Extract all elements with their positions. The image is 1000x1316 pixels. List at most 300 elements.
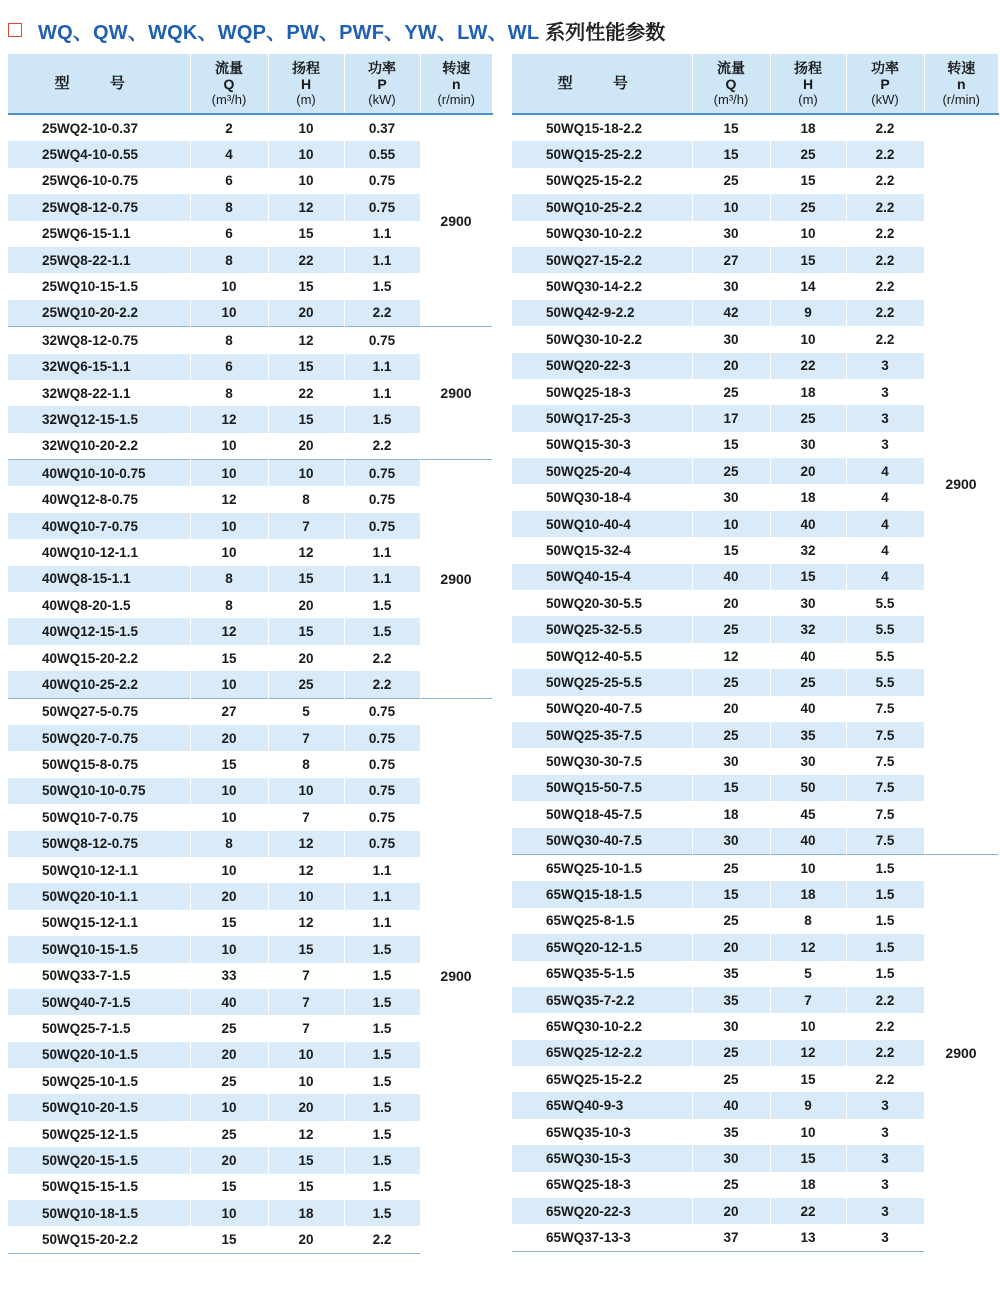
- flow-cell: 2: [190, 114, 268, 141]
- table-row: [8, 354, 492, 380]
- model-cell: 50WQ25-35-7.5: [512, 722, 692, 748]
- header-model: 型 号: [512, 54, 692, 114]
- flow-cell: 10: [692, 511, 770, 537]
- model-cell: 50WQ20-15-1.5: [8, 1147, 190, 1173]
- head-cell: 32: [770, 537, 846, 563]
- model-cell: 50WQ20-10-1.1: [8, 883, 190, 909]
- flow-cell: 10: [190, 857, 268, 883]
- model-cell: 50WQ15-20-2.2: [8, 1226, 190, 1253]
- head-cell: 12: [770, 934, 846, 960]
- model-cell: 50WQ40-7-1.5: [8, 989, 190, 1015]
- table-row: [8, 857, 492, 883]
- head-cell: 7: [268, 725, 344, 751]
- power-cell: 0.75: [344, 725, 420, 751]
- head-cell: 8: [268, 486, 344, 512]
- table-row: [8, 300, 492, 327]
- power-cell: 1.5: [344, 1068, 420, 1094]
- model-cell: 65WQ30-10-2.2: [512, 1013, 692, 1039]
- model-cell: 40WQ12-15-1.5: [8, 618, 190, 644]
- model-cell: 50WQ10-7-0.75: [8, 804, 190, 830]
- flow-cell: 8: [190, 380, 268, 406]
- head-cell: 10: [770, 854, 846, 881]
- table-row: [8, 221, 492, 247]
- model-cell: 50WQ42-9-2.2: [512, 300, 692, 326]
- table-header: [512, 54, 998, 114]
- head-cell: 10: [268, 114, 344, 141]
- model-cell: 32WQ12-15-1.5: [8, 406, 190, 432]
- flow-cell: 12: [190, 618, 268, 644]
- flow-cell: 15: [190, 1174, 268, 1200]
- power-cell: 1.1: [344, 910, 420, 936]
- flow-cell: 10: [190, 460, 268, 487]
- model-cell: 32WQ6-15-1.1: [8, 354, 190, 380]
- head-cell: 15: [268, 618, 344, 644]
- table-row: [8, 194, 492, 220]
- power-cell: 0.75: [344, 778, 420, 804]
- model-cell: 50WQ15-50-7.5: [512, 775, 692, 801]
- table-row: [8, 963, 492, 989]
- power-cell: 1.5: [344, 1042, 420, 1068]
- head-cell: 30: [770, 432, 846, 458]
- head-cell: 10: [268, 168, 344, 194]
- power-cell: 3: [846, 1172, 924, 1198]
- flow-cell: 15: [692, 432, 770, 458]
- power-cell: 0.75: [344, 168, 420, 194]
- flow-cell: 15: [190, 645, 268, 671]
- flow-cell: 25: [692, 1040, 770, 1066]
- model-cell: 50WQ20-30-5.5: [512, 590, 692, 616]
- power-cell: 1.5: [846, 934, 924, 960]
- header-power: 功率 P (kW): [846, 54, 924, 114]
- table-row: [8, 380, 492, 406]
- power-cell: 1.1: [344, 221, 420, 247]
- model-cell: 50WQ10-18-1.5: [8, 1200, 190, 1226]
- flow-cell: 10: [692, 194, 770, 220]
- head-cell: 8: [268, 751, 344, 777]
- flow-cell: 20: [190, 1147, 268, 1173]
- table-row: [8, 114, 492, 141]
- model-cell: 65WQ20-12-1.5: [512, 934, 692, 960]
- model-cell: 65WQ35-5-1.5: [512, 961, 692, 987]
- flow-cell: 25: [692, 458, 770, 484]
- model-cell: 50WQ18-45-7.5: [512, 801, 692, 827]
- flow-cell: 27: [190, 698, 268, 725]
- flow-cell: 30: [692, 1013, 770, 1039]
- flow-cell: 25: [692, 854, 770, 881]
- table-row: [8, 989, 492, 1015]
- power-cell: 2.2: [846, 1013, 924, 1039]
- power-cell: 4: [846, 537, 924, 563]
- flow-cell: 35: [692, 1119, 770, 1145]
- power-cell: 2.2: [846, 247, 924, 273]
- head-cell: 10: [770, 1013, 846, 1039]
- flow-cell: 10: [190, 300, 268, 327]
- model-cell: 25WQ6-15-1.1: [8, 221, 190, 247]
- table-row: [8, 751, 492, 777]
- model-cell: 65WQ37-13-3: [512, 1224, 692, 1251]
- model-cell: 65WQ25-10-1.5: [512, 854, 692, 881]
- flow-cell: 30: [692, 221, 770, 247]
- flow-cell: 10: [190, 1200, 268, 1226]
- flow-cell: 42: [692, 300, 770, 326]
- flow-cell: 12: [190, 406, 268, 432]
- head-cell: 10: [770, 326, 846, 352]
- power-cell: 0.75: [344, 698, 420, 725]
- table-row: [8, 645, 492, 671]
- model-cell: 50WQ30-30-7.5: [512, 748, 692, 774]
- flow-cell: 35: [692, 961, 770, 987]
- head-cell: 20: [268, 300, 344, 327]
- head-cell: 32: [770, 616, 846, 642]
- table-row: [8, 936, 492, 962]
- head-cell: 7: [268, 513, 344, 539]
- model-cell: 50WQ20-40-7.5: [512, 696, 692, 722]
- table-row: [8, 698, 492, 725]
- power-cell: 5.5: [846, 669, 924, 695]
- flow-cell: 10: [190, 1094, 268, 1120]
- power-cell: 1.5: [344, 592, 420, 618]
- flow-cell: 8: [190, 592, 268, 618]
- flow-cell: 15: [190, 751, 268, 777]
- power-cell: 2.2: [344, 300, 420, 327]
- model-cell: 50WQ30-14-2.2: [512, 273, 692, 299]
- table-row: [8, 910, 492, 936]
- power-cell: 4: [846, 458, 924, 484]
- power-cell: 2.2: [846, 141, 924, 167]
- model-cell: 50WQ20-10-1.5: [8, 1042, 190, 1068]
- model-cell: 65WQ30-15-3: [512, 1145, 692, 1171]
- head-cell: 22: [770, 1198, 846, 1224]
- model-cell: 50WQ10-25-2.2: [512, 194, 692, 220]
- model-cell: 50WQ30-18-4: [512, 484, 692, 510]
- model-cell: 32WQ8-12-0.75: [8, 327, 190, 354]
- table-row: [8, 247, 492, 273]
- model-cell: 50WQ27-15-2.2: [512, 247, 692, 273]
- table-row: [8, 406, 492, 432]
- model-cell: 25WQ10-15-1.5: [8, 273, 190, 299]
- power-cell: 2.2: [846, 1066, 924, 1092]
- header-speed: 转速 n (r/min): [924, 54, 998, 114]
- flow-cell: 12: [190, 486, 268, 512]
- table-row: [8, 1121, 492, 1147]
- head-cell: 18: [770, 1172, 846, 1198]
- head-cell: 15: [268, 566, 344, 592]
- model-cell: 50WQ25-10-1.5: [8, 1068, 190, 1094]
- power-cell: 7.5: [846, 801, 924, 827]
- performance-table-left: [8, 54, 493, 1254]
- flow-cell: 15: [692, 114, 770, 141]
- head-cell: 12: [770, 1040, 846, 1066]
- power-cell: 3: [846, 1145, 924, 1171]
- head-cell: 20: [268, 1226, 344, 1253]
- power-cell: 2.2: [846, 168, 924, 194]
- head-cell: 25: [770, 405, 846, 431]
- power-cell: 1.5: [344, 1094, 420, 1120]
- table-row: [8, 513, 492, 539]
- power-cell: 2.2: [846, 273, 924, 299]
- flow-cell: 18: [692, 801, 770, 827]
- speed-cell: 2900: [924, 114, 998, 854]
- head-cell: 25: [770, 194, 846, 220]
- flow-cell: 40: [190, 989, 268, 1015]
- flow-cell: 30: [692, 326, 770, 352]
- model-cell: 40WQ10-10-0.75: [8, 460, 190, 487]
- flow-cell: 10: [190, 671, 268, 698]
- table-row: [8, 141, 492, 167]
- power-cell: 2.2: [846, 194, 924, 220]
- performance-table-right: [512, 54, 999, 1252]
- header-head: 扬程 H (m): [770, 54, 846, 114]
- table-row: [8, 1094, 492, 1120]
- table-row: [512, 114, 998, 141]
- head-cell: 12: [268, 1121, 344, 1147]
- table-row: [8, 273, 492, 299]
- power-cell: 0.75: [344, 327, 420, 354]
- power-cell: 2.2: [344, 433, 420, 460]
- speed-cell: 2900: [420, 698, 492, 1253]
- flow-cell: 35: [692, 987, 770, 1013]
- model-cell: 50WQ33-7-1.5: [8, 963, 190, 989]
- model-cell: 65WQ25-12-2.2: [512, 1040, 692, 1066]
- power-cell: 0.75: [344, 513, 420, 539]
- head-cell: 5: [770, 961, 846, 987]
- model-cell: 50WQ15-15-1.5: [8, 1174, 190, 1200]
- power-cell: 5.5: [846, 616, 924, 642]
- header-flow: 流量 Q (m³/h): [692, 54, 770, 114]
- head-cell: 10: [268, 1042, 344, 1068]
- table-row: [8, 831, 492, 857]
- flow-cell: 25: [692, 1172, 770, 1198]
- flow-cell: 20: [692, 934, 770, 960]
- model-cell: 50WQ25-25-5.5: [512, 669, 692, 695]
- model-cell: 50WQ25-18-3: [512, 379, 692, 405]
- head-cell: 35: [770, 722, 846, 748]
- flow-cell: 10: [190, 273, 268, 299]
- table-row: [8, 486, 492, 512]
- head-cell: 20: [268, 645, 344, 671]
- power-cell: 1.5: [344, 1174, 420, 1200]
- power-cell: 1.5: [344, 1200, 420, 1226]
- table-header: [8, 54, 492, 114]
- power-cell: 1.5: [344, 1121, 420, 1147]
- head-cell: 12: [268, 194, 344, 220]
- model-cell: 65WQ25-18-3: [512, 1172, 692, 1198]
- table-row: [8, 168, 492, 194]
- head-cell: 20: [770, 458, 846, 484]
- head-cell: 40: [770, 696, 846, 722]
- table-row: [8, 460, 492, 487]
- model-cell: 50WQ25-32-5.5: [512, 616, 692, 642]
- head-cell: 15: [770, 168, 846, 194]
- model-cell: 40WQ10-7-0.75: [8, 513, 190, 539]
- flow-cell: 8: [190, 566, 268, 592]
- head-cell: 10: [268, 141, 344, 167]
- head-cell: 22: [268, 247, 344, 273]
- flow-cell: 17: [692, 405, 770, 431]
- model-cell: 50WQ30-10-2.2: [512, 326, 692, 352]
- model-cell: 40WQ8-15-1.1: [8, 566, 190, 592]
- flow-cell: 10: [190, 804, 268, 830]
- flow-cell: 8: [190, 194, 268, 220]
- head-cell: 30: [770, 590, 846, 616]
- model-cell: 50WQ25-12-1.5: [8, 1121, 190, 1147]
- power-cell: 1.5: [344, 989, 420, 1015]
- model-cell: 32WQ8-22-1.1: [8, 380, 190, 406]
- power-cell: 7.5: [846, 722, 924, 748]
- head-cell: 15: [268, 221, 344, 247]
- head-cell: 30: [770, 748, 846, 774]
- speed-cell: 2900: [924, 854, 998, 1251]
- model-cell: 65WQ25-15-2.2: [512, 1066, 692, 1092]
- table-row: [8, 433, 492, 460]
- table-row: [8, 1042, 492, 1068]
- power-cell: 1.1: [344, 539, 420, 565]
- head-cell: 9: [770, 300, 846, 326]
- model-cell: 50WQ10-12-1.1: [8, 857, 190, 883]
- table-row: [8, 592, 492, 618]
- head-cell: 7: [268, 963, 344, 989]
- head-cell: 20: [268, 592, 344, 618]
- head-cell: 10: [268, 883, 344, 909]
- flow-cell: 10: [190, 513, 268, 539]
- head-cell: 10: [770, 221, 846, 247]
- model-cell: 40WQ12-8-0.75: [8, 486, 190, 512]
- head-cell: 12: [268, 327, 344, 354]
- head-cell: 18: [770, 379, 846, 405]
- flow-cell: 30: [692, 748, 770, 774]
- flow-cell: 20: [692, 353, 770, 379]
- power-cell: 2.2: [344, 1226, 420, 1253]
- power-cell: 1.5: [344, 1147, 420, 1173]
- header-model: 型 号: [8, 54, 190, 114]
- head-cell: 15: [268, 1147, 344, 1173]
- flow-cell: 10: [190, 433, 268, 460]
- power-cell: 2.2: [846, 114, 924, 141]
- head-cell: 15: [268, 406, 344, 432]
- model-cell: 65WQ40-9-3: [512, 1092, 692, 1118]
- speed-cell: 2900: [420, 327, 492, 460]
- power-cell: 3: [846, 1198, 924, 1224]
- table-row: [8, 566, 492, 592]
- table-body-right: [512, 114, 998, 1251]
- model-cell: 50WQ10-10-0.75: [8, 778, 190, 804]
- power-cell: 7.5: [846, 775, 924, 801]
- flow-cell: 40: [692, 564, 770, 590]
- header-head: 扬程 H (m): [268, 54, 344, 114]
- model-cell: 50WQ30-40-7.5: [512, 828, 692, 855]
- head-cell: 18: [770, 881, 846, 907]
- head-cell: 50: [770, 775, 846, 801]
- flow-cell: 25: [692, 616, 770, 642]
- model-cell: 50WQ20-22-3: [512, 353, 692, 379]
- table-row: [8, 1147, 492, 1173]
- power-cell: 1.1: [344, 380, 420, 406]
- flow-cell: 20: [190, 725, 268, 751]
- power-cell: 0.75: [344, 460, 420, 487]
- head-cell: 22: [268, 380, 344, 406]
- flow-cell: 40: [692, 1092, 770, 1118]
- head-cell: 5: [268, 698, 344, 725]
- speed-cell: 2900: [420, 114, 492, 327]
- head-cell: 25: [770, 669, 846, 695]
- head-cell: 10: [268, 778, 344, 804]
- flow-cell: 25: [692, 908, 770, 934]
- power-cell: 3: [846, 1224, 924, 1251]
- flow-cell: 25: [692, 669, 770, 695]
- model-cell: 50WQ10-40-4: [512, 511, 692, 537]
- flow-cell: 15: [190, 1226, 268, 1253]
- power-cell: 0.75: [344, 804, 420, 830]
- flow-cell: 6: [190, 354, 268, 380]
- model-cell: 50WQ15-32-4: [512, 537, 692, 563]
- power-cell: 1.1: [344, 247, 420, 273]
- model-cell: 50WQ15-25-2.2: [512, 141, 692, 167]
- header-flow: 流量 Q (m³/h): [190, 54, 268, 114]
- table-row: [8, 804, 492, 830]
- power-cell: 3: [846, 1119, 924, 1145]
- flow-cell: 4: [190, 141, 268, 167]
- model-cell: 50WQ17-25-3: [512, 405, 692, 431]
- power-cell: 3: [846, 379, 924, 405]
- flow-cell: 33: [190, 963, 268, 989]
- head-cell: 20: [268, 1094, 344, 1120]
- head-cell: 12: [268, 910, 344, 936]
- model-cell: 50WQ8-12-0.75: [8, 831, 190, 857]
- power-cell: 2.2: [846, 326, 924, 352]
- head-cell: 12: [268, 539, 344, 565]
- model-cell: 40WQ10-25-2.2: [8, 671, 190, 698]
- head-cell: 15: [770, 247, 846, 273]
- power-cell: 1.5: [344, 273, 420, 299]
- flow-cell: 20: [692, 696, 770, 722]
- power-cell: 3: [846, 1092, 924, 1118]
- model-cell: 50WQ15-30-3: [512, 432, 692, 458]
- head-cell: 10: [268, 460, 344, 487]
- flow-cell: 20: [692, 590, 770, 616]
- model-cell: 50WQ15-12-1.1: [8, 910, 190, 936]
- head-cell: 18: [770, 484, 846, 510]
- flow-cell: 20: [190, 1042, 268, 1068]
- power-cell: 0.37: [344, 114, 420, 141]
- table-body-left: [8, 114, 492, 1253]
- page-title: [8, 14, 665, 46]
- head-cell: 15: [770, 1145, 846, 1171]
- flow-cell: 8: [190, 247, 268, 273]
- flow-cell: 15: [692, 775, 770, 801]
- head-cell: 9: [770, 1092, 846, 1118]
- power-cell: 1.5: [344, 406, 420, 432]
- flow-cell: 27: [692, 247, 770, 273]
- power-cell: 5.5: [846, 643, 924, 669]
- head-cell: 14: [770, 273, 846, 299]
- table-row: [8, 725, 492, 751]
- head-cell: 8: [770, 908, 846, 934]
- head-cell: 25: [268, 671, 344, 698]
- power-cell: 0.75: [344, 486, 420, 512]
- flow-cell: 15: [692, 537, 770, 563]
- flow-cell: 10: [190, 539, 268, 565]
- flow-cell: 15: [190, 910, 268, 936]
- model-cell: 65WQ35-10-3: [512, 1119, 692, 1145]
- flow-cell: 37: [692, 1224, 770, 1251]
- model-cell: 50WQ25-7-1.5: [8, 1015, 190, 1041]
- model-cell: 50WQ20-7-0.75: [8, 725, 190, 751]
- header-power: 功率 P (kW): [344, 54, 420, 114]
- power-cell: 1.5: [846, 908, 924, 934]
- model-cell: 32WQ10-20-2.2: [8, 433, 190, 460]
- power-cell: 2.2: [846, 221, 924, 247]
- table-row: [8, 671, 492, 698]
